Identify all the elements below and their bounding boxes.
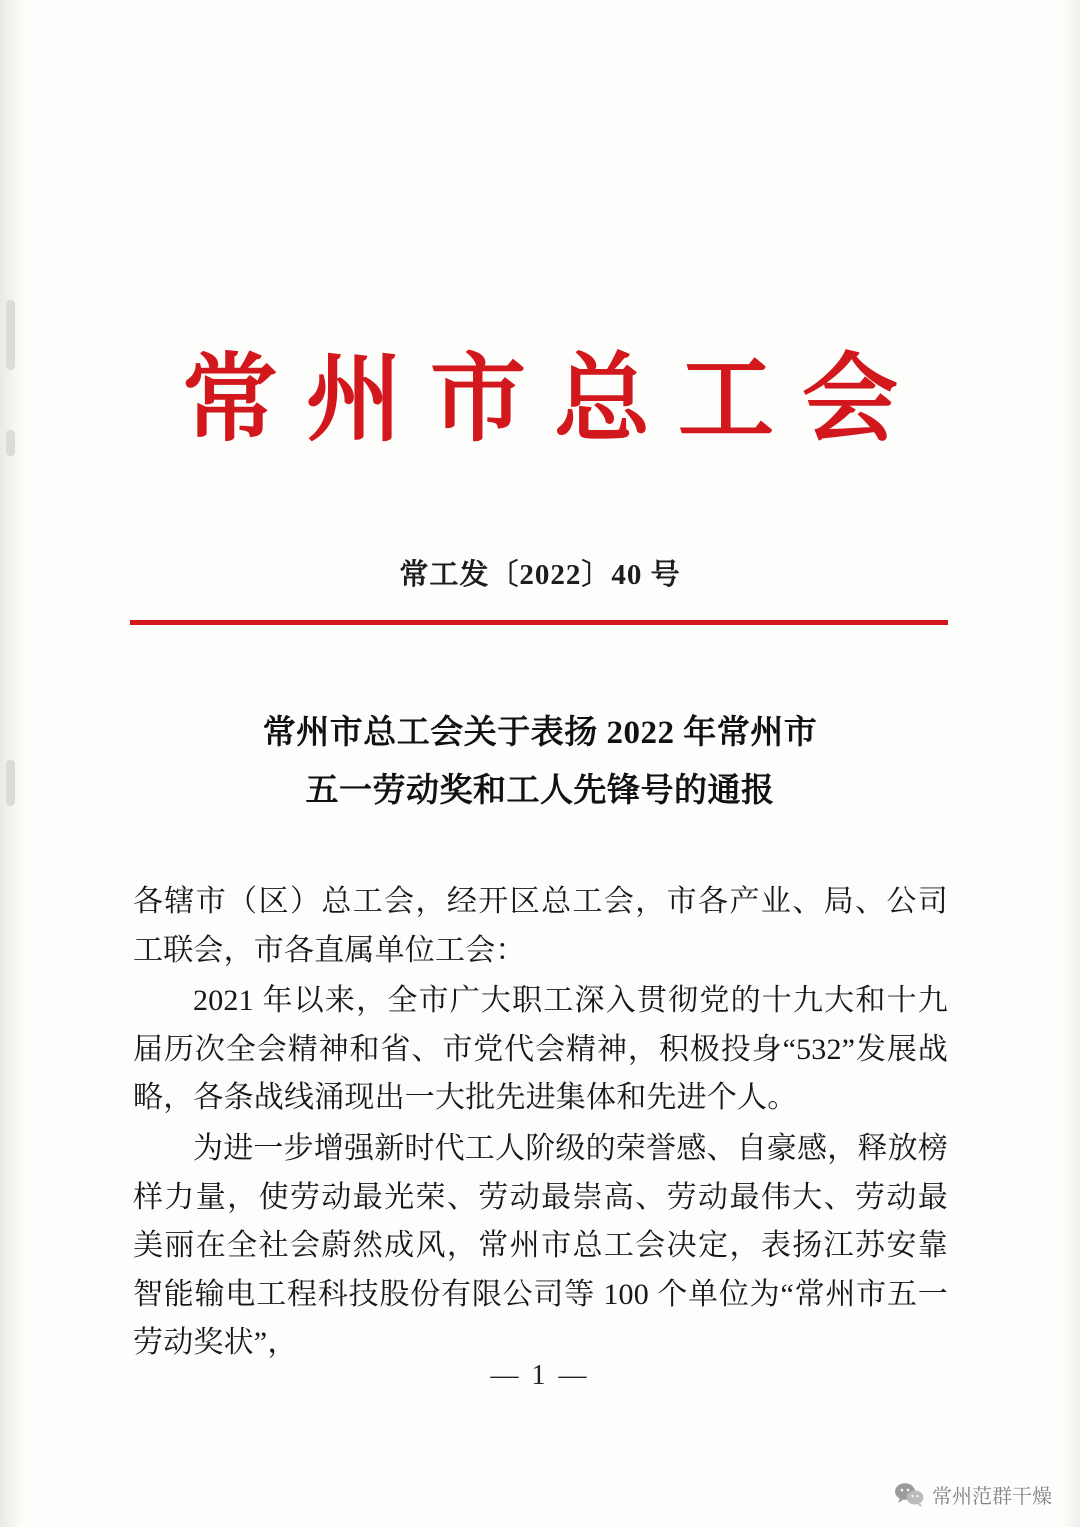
watermark-badge	[894, 1480, 1052, 1509]
document-title-line-2: 五一劳动奖和工人先锋号的通报	[305, 772, 775, 809]
document-title-line-1: 常州市总工会关于表扬 2022 年常州市	[262, 715, 818, 751]
document-title	[140, 705, 940, 821]
scan-artifact	[6, 760, 15, 806]
wechat-icon	[894, 1482, 924, 1508]
red-divider-rule	[130, 620, 948, 625]
body-paragraph-1: 2021 年以来，全市广大职工深入贯彻党的十九大和十九届历次全会精神和省、市党代会精神，积极投身“532”发展战略，各条战线涌现出一大批先进集体和先进个人。	[133, 984, 948, 1115]
document-number: 常工发〔2022〕40 号	[399, 559, 681, 591]
watermark-label: 常州范群干燥	[932, 1486, 1052, 1508]
page-number: — 1 —	[490, 1360, 590, 1391]
body-paragraph-salutation: 各辖市（区）总工会，经开区总工会，市各产业、局、公司工联会，市各直属单位工会：	[133, 885, 948, 967]
document-body	[133, 878, 948, 1370]
body-paragraph-2: 为进一步增强新时代工人阶级的荣誉感、自豪感，释放榜样力量，使劳动最光荣、劳动最崇高、劳动最伟大、劳动最美丽在全社会蔚然成风，常州市总工会决定，表扬江苏安靠智能输电工程科技股份有限公司等 100 个单位为“常州市五一劳动奖状”，	[133, 1131, 948, 1360]
masthead-title: 常州市总工会	[182, 346, 926, 453]
